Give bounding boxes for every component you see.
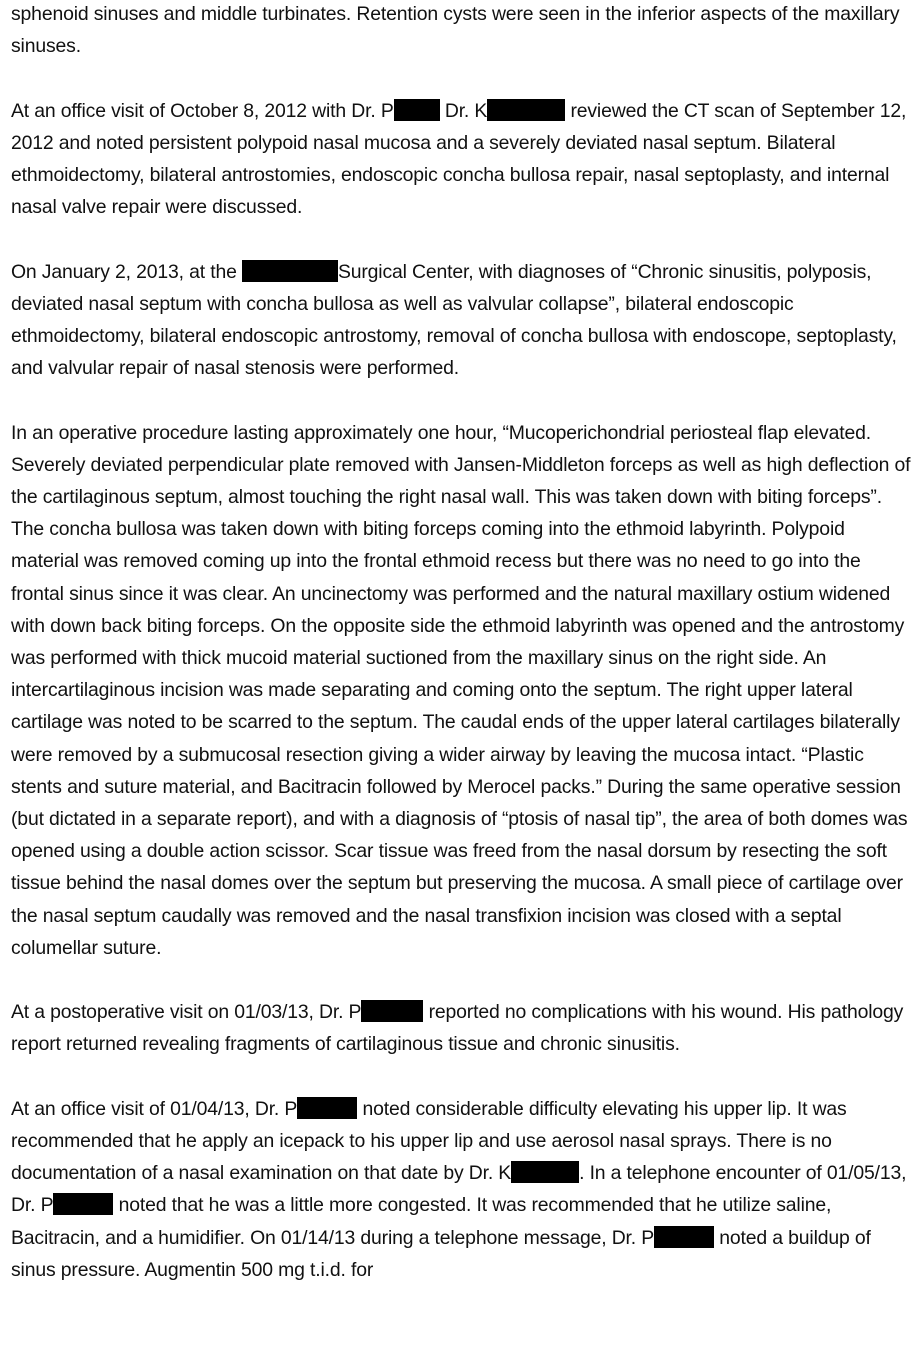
paragraph [11,0,911,62]
redaction-box [394,99,440,121]
redaction-box [53,1193,113,1215]
paragraph-text: At an office visit of October 8, 2012 with Dr. P [11,99,394,122]
paragraph-text: . In a telephone encounter of 01/05/13, Dr. P [11,1162,907,1217]
redaction-box [487,99,565,121]
redaction-box [242,260,338,282]
paragraph-text: noted a buildup of sinus pressure. Augmentin 500 mg t.i.d. for [11,1226,871,1281]
paragraph-text: At a postoperative visit on 01/03/13, Dr. P [11,1001,362,1024]
paragraph [11,95,911,224]
paragraph [11,256,911,385]
paragraph-text: Dr. K [439,99,488,122]
redaction-box [654,1226,714,1248]
redaction-box [297,1097,357,1119]
paragraph-text: On January 2, 2013, at the [11,260,242,283]
paragraph-text: In an operative procedure lasting approximately one hour, “Mucoperichondrial periosteal flap elevated. Severely deviated perpendicular plate removed with Jansen-Middleton forceps as well as high deflection of the cartilaginous septum, almost touching the right nasal wall. This was taken down with biting forceps”. The concha bullosa was taken down with biting forceps coming into the ethmoid labyrinth. Polypoid material was removed coming up into the frontal ethmoid recess but there was no need to go into the frontal sinus since it was clear. An uncinectomy was performed and the natural maxillary ostium widened with down back biting forceps. On the opposite side the ethmoid labyrinth was opened and the antrostomy was performed with thick mucoid material suctioned from the maxillary sinus on the right side. An intercartilaginous incision was made separating and coming onto the septum. The right upper lateral cartilage was noted to be scarred to the septum. The caudal ends of the upper lateral cartilages bilaterally were removed by a submucosal resection giving a wider airway by leaving the mucosa intact. “Plastic stents and suture material, and Bacitracin followed by Merocel packs.” During the same operative session (but dictated in a separate report), and with a diagnosis of “ptosis of nasal tip”, the area of both domes was opened using a double action scissor. Scar tissue was freed from the nasal dorsum by resecting the soft tissue behind the nasal domes over the septum but preserving the mucosa. A small piece of cartilage over the nasal septum caudally was removed and the nasal transfixion incision was closed with a septal columellar suture. [11,421,911,959]
paragraph-text: noted considerable difficulty elevating his upper lip. It was recommended that he apply an icepack to his upper lip and use aerosol nasal sprays. There is no documentation of a nasal examination on that date by Dr. K [11,1097,847,1185]
paragraph-text: Surgical Center, with diagnoses of “Chronic sinusitis, polyposis, deviated nasal septum with concha bullosa as well as valvular collapse”, bilateral endoscopic ethmoidectomy, bilateral endoscopic antrostomy, removal of concha bullosa with endoscope, septoplasty, and valvular repair of nasal stenosis were performed. [11,260,897,380]
paragraph [11,417,911,964]
paragraph [11,996,911,1060]
document-page [11,0,911,1318]
paragraph-text: reviewed the CT scan of September 12, 2012 and noted persistent polypoid nasal mucosa and a severely deviated nasal septum. Bilateral ethmoidectomy, bilateral antrostomies, endoscopic concha bullosa repair, nasal septoplasty, and internal nasal valve repair were discussed. [11,99,907,219]
redaction-box [511,1161,579,1183]
paragraph-text: At an office visit of 01/04/13, Dr. P [11,1097,298,1120]
paragraph [11,1093,911,1286]
redaction-box [361,1000,423,1022]
paragraph-text: noted that he was a little more congested. It was recommended that he utilize saline, Bacitracin, and a humidifier. On 01/14/13 during a telephone message, Dr. P [11,1194,832,1249]
paragraph-text: reported no complications with his wound. His pathology report returned revealing fragments of cartilaginous tissue and chronic sinusitis. [11,1001,904,1056]
paragraph-text: sphenoid sinuses and middle turbinates. Retention cysts were seen in the inferior aspects of the maxillary sinuses. [11,3,900,58]
